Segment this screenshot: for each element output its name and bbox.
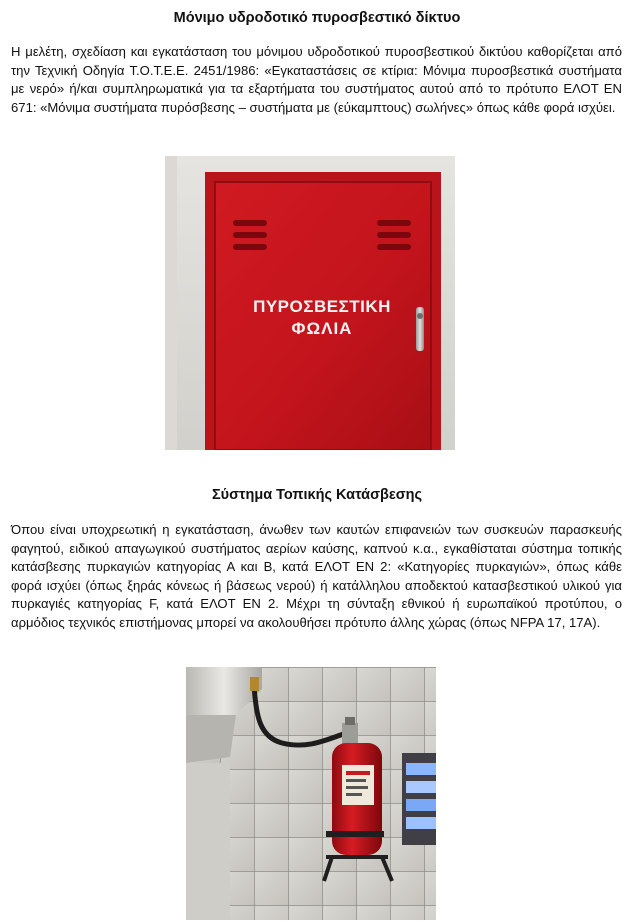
cabinet-sign-line2: ΦΩΛΙΑ xyxy=(291,319,353,338)
cabinet-sign-line1: ΠΥΡΟΣΒΕΣΤΙΚΗ xyxy=(253,297,391,316)
extinguisher-illustration xyxy=(186,667,436,920)
paragraph-fire-network: Η μελέτη, σχεδίαση και εγκατάσταση του μόνιμου υδροδοτικού πυροσβεστικού δικτύου καθορίζεται από την Τεχνική Οδηγία Τ.Ο.Τ.Ε.Ε. 2451/1986: «Εγκαταστάσεις σε κτίρια: Μόνιμα πυροσβεστικά συστήματα με νερό» ή/και συμπληρωματικά για τα εξαρτήματα του συστήματος αυτού από το πρότυπο ΕΛΟΤ ΕΝ 671: «Μόνιμα συστήματα πυρόσβεσης – συστήματα με (εύκαμπτους) σωλήνες» όπως κάθε φορά ισχύει. xyxy=(11,44,622,115)
section-title-local-suppression: Σύστημα Τοπικής Κατάσβεσης xyxy=(211,487,423,503)
local-suppression-extinguisher-photo xyxy=(186,667,436,920)
section-title-fire-network: Μόνιμο υδροδοτικό πυροσβεστικό δίκτυο xyxy=(173,10,461,26)
paragraph-local-suppression: Όπου είναι υποχρεωτική η εγκατάσταση, άνωθεν των καυτών επιφανειών των συσκευών παρασκευής φαγητού, ειδικού απαγωγικού συστήματος αερίων καύσης, καπνού κ.α., εγκαθίσταται σύστημα τοπικής κατάσβεσης πυρκαγιών κατηγορίας Α και Β, κατά ΕΛΟΤ ΕΝ 2: «Κατηγορίες πυρκαγιών», όπως κάθε φορά ισχύει (όπως ξηράς κόνεως ή βάσεως νερού) ή κατάλληλου αποδεκτού κατασβεστικού υλικού για πυρκαγιές κατηγορίας F, κατά ΕΛΟΤ ΕΝ 2. Μέχρι τη σύνταξη εθνικού ή ευρωπαϊκού προτύπου, ο αρμόδιος τεχνικός επιστήμονας μπορεί να ακολουθήσει πρότυπο άλλης χώρας (όπως NFPA 17, 17Α). xyxy=(11,522,622,630)
fire-hose-cabinet-illustration xyxy=(165,156,455,450)
fire-hose-cabinet-photo xyxy=(165,156,455,450)
